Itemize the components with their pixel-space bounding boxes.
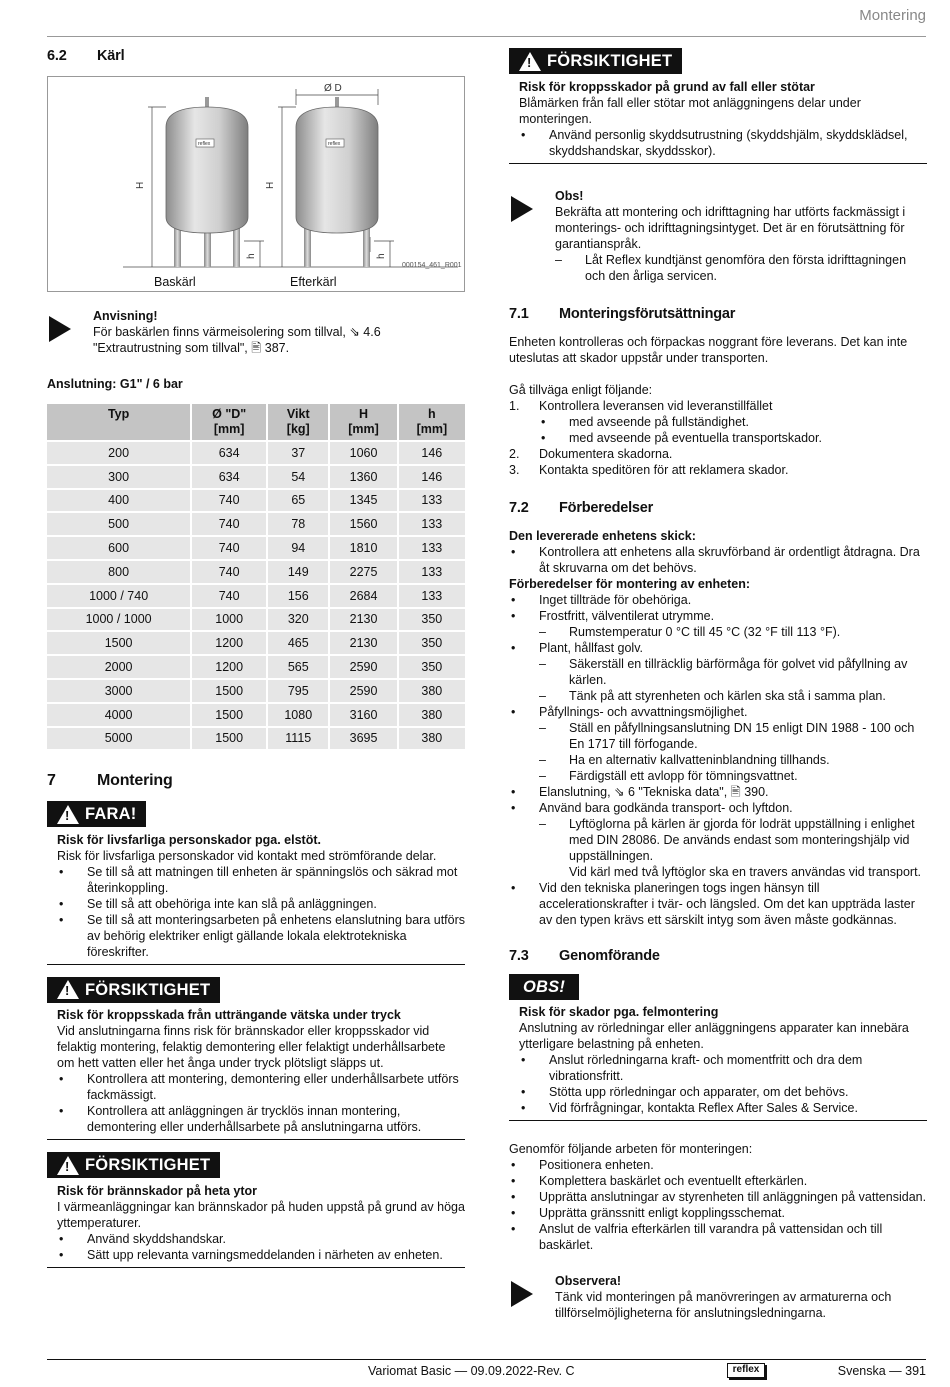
table-cell: 1000 xyxy=(192,609,266,631)
table-cell: 740 xyxy=(192,561,266,583)
table-cell: 2275 xyxy=(330,561,396,583)
section-7-1-heading xyxy=(509,306,927,322)
table-cell: 1000 / 740 xyxy=(47,585,190,607)
paragraph: Gå tillväga enligt följande: xyxy=(509,382,653,397)
section-number: 7.2 xyxy=(509,499,529,516)
table-row xyxy=(47,656,465,678)
list-item: – Säkerställ en tillräcklig bärförmåga för golvet vid påfyllning av kärlen. xyxy=(539,656,927,688)
list-item: • Påfyllnings- och avvattningsmöjlighet. – Ställ en påfyllningsanslutning DN 15 enligt DIN 1988 - 100 och En 1717 till förfogande. – Ha en alternativ kallvatteninblandning tillhands. – Färdigställ ett avlopp för tömningsvattnet. xyxy=(509,704,927,784)
table-cell: 133 xyxy=(399,561,465,583)
caution-badge: ! FÖRSIKTIGHET xyxy=(47,977,220,1003)
table-cell: 634 xyxy=(192,442,266,464)
note-title: Observera! xyxy=(555,1273,622,1288)
warning-text: Blåmärken från fall eller stötar mot anläggningens delar under monteringen. xyxy=(519,95,861,126)
warning-triangle-icon xyxy=(57,1156,79,1175)
table-header-cell: H [mm] xyxy=(330,404,396,440)
warning-title: Risk för brännskador på heta ytor xyxy=(57,1183,258,1198)
table-cell: 133 xyxy=(399,537,465,559)
section-number: 6.2 xyxy=(47,48,67,64)
vessel-figure xyxy=(47,76,465,292)
table-row xyxy=(47,561,465,583)
section-7-2-heading xyxy=(509,500,927,516)
table-cell: 1500 xyxy=(192,728,266,750)
page-header-title: Montering xyxy=(859,7,926,24)
paragraph: Genomför följande arbeten för monteringen: xyxy=(509,1141,753,1156)
table-cell: 2590 xyxy=(330,656,396,678)
section-number: 7.1 xyxy=(509,305,529,322)
table-cell: 1115 xyxy=(268,728,328,750)
list-item: • Se till så att obehöriga inte kan slå på anläggningen. xyxy=(57,896,465,912)
table-row xyxy=(47,442,465,464)
list-item: • Vid den tekniska planeringen togs ingen hänsyn till accelerationskrafter i tvär- och längsled. Om det kan uppträda laster av den typen krävs ett särskilt intyg som även måste godkännas. xyxy=(509,880,927,928)
table-cell: 500 xyxy=(47,513,190,535)
warning-caution-pressure xyxy=(47,977,465,1141)
list-item-continuation: Vid kärl med två lyftöglor ska en travers användas vid transport. xyxy=(569,864,922,879)
vessel-spec-table xyxy=(45,402,467,751)
table-cell: 565 xyxy=(268,656,328,678)
leg-height-label-base: h xyxy=(246,253,257,259)
table-cell: 800 xyxy=(47,561,190,583)
table-row xyxy=(47,466,465,488)
section-number: 7 xyxy=(47,772,56,790)
table-cell: 1360 xyxy=(330,466,396,488)
list-item: – Rumstemperatur 0 °C till 45 °C (32 °F till 113 °F). xyxy=(539,624,927,640)
warning-caution-fall xyxy=(509,48,927,164)
paragraph: Enheten kontrolleras och förpackas noggrant före leverans. Det kan inte uteslutas att skador uppstår under transporten. xyxy=(509,334,908,365)
table-cell: 146 xyxy=(399,442,465,464)
list-item: • Kontrollera att montering, demontering eller underhållsarbete utförs fackmässigt. xyxy=(57,1071,465,1103)
warning-text: I värmeanläggningar kan brännskador på huden uppstå på grund av höga yttemperaturer. xyxy=(57,1199,465,1230)
reflex-logo: reflex xyxy=(727,1363,765,1378)
section-title: Förberedelser xyxy=(559,499,654,516)
table-cell: 133 xyxy=(399,490,465,512)
table-row xyxy=(47,728,465,750)
list-item: • Plant, hållfast golv. – Säkerställ en tillräcklig bärförmåga för golvet vid påfyllning av kärlen. – Tänk på att styrenheten och kärlen ska stå i samma plan. xyxy=(509,640,927,704)
table-cell: 740 xyxy=(192,490,266,512)
table-row xyxy=(47,513,465,535)
table-cell: 146 xyxy=(399,466,465,488)
list-item: • med avseende på eventuella transportskador. xyxy=(539,430,927,446)
list-item: • Stötta upp rörledningar och apparater, om det behövs. xyxy=(519,1084,927,1100)
table-row xyxy=(47,609,465,631)
section-number: 7.3 xyxy=(509,947,529,964)
section-title: Montering xyxy=(97,772,173,790)
warning-title: Risk för livsfarliga personskador pga. elstöt. xyxy=(57,832,321,847)
list-item: • Anslut rörledningarna kraft- och momentfritt och dra dem vibrationsfritt. xyxy=(519,1052,927,1084)
note-insulation xyxy=(47,308,465,356)
work-list xyxy=(509,1157,927,1253)
section-7-3-heading xyxy=(509,948,927,964)
table-cell: 1345 xyxy=(330,490,396,512)
table-header-cell: Vikt [kg] xyxy=(268,404,328,440)
table-cell: 600 xyxy=(47,537,190,559)
leg-height-label-secondary: h xyxy=(376,253,387,259)
list-item: – Färdigställ ett avlopp för tömningsvattnet. xyxy=(539,768,927,784)
warning-text: Vid anslutningarna finns risk för brännskador eller kroppsskador vid felaktig montering, felaktig demontering eller felaktigt underhållsarbete om hett vatten eller het ånga under tryck plötsligt släpps ut. xyxy=(57,1024,446,1071)
table-cell: 740 xyxy=(192,513,266,535)
table-cell: 1080 xyxy=(268,704,328,726)
connection-heading: Anslutning: G1" / 6 bar xyxy=(47,377,183,391)
list-item: • Sätt upp relevanta varningsmeddelanden i närheten av enheten. xyxy=(57,1247,465,1263)
height-label-base: H xyxy=(135,181,146,189)
list-item: • Vid förfrågningar, kontakta Reflex After Sales & Service. xyxy=(519,1100,927,1116)
header-divider xyxy=(47,36,926,37)
list-item: • Använd personlig skyddsutrustning (skyddshjälm, skyddsklädsel, skyddshandskar, skyddsskor). xyxy=(519,127,927,159)
tank-logo-base: reflex xyxy=(198,141,211,147)
list-item: • Upprätta anslutningar av styrenheten till anläggningen på vattensidan. xyxy=(509,1189,927,1205)
table-cell: 156 xyxy=(268,585,328,607)
list-item: • Kontrollera att anläggningen är trycklös innan montering, demontering eller underhållsarbete på anslutningarna utförs. xyxy=(57,1103,465,1135)
list-item: 2. Dokumentera skadorna. xyxy=(509,446,673,461)
table-cell: 740 xyxy=(192,537,266,559)
list-item: • Använd skyddshandskar. xyxy=(57,1231,465,1247)
table-cell: 2684 xyxy=(330,585,396,607)
table-row xyxy=(47,490,465,512)
list-item: – Ha en alternativ kallvatteninblandning tillhands. xyxy=(539,752,927,768)
danger-badge: ! FARA! xyxy=(47,801,146,827)
table-header-cell: Ø "D" [mm] xyxy=(192,404,266,440)
list-item: • Frostfritt, välventilerat utrymme. – Rumstemperatur 0 °C till 45 °C (32 °F till 113 °F). xyxy=(509,608,927,640)
table-cell: 37 xyxy=(268,442,328,464)
table-cell: 300 xyxy=(47,466,190,488)
table-cell: 54 xyxy=(268,466,328,488)
tank-logo-secondary: reflex xyxy=(328,141,341,147)
table-cell: 795 xyxy=(268,680,328,702)
steps-list xyxy=(509,398,927,478)
section-title: Genomförande xyxy=(559,947,660,964)
note-text: För baskärlen finns värmeisolering som tillval, ⇘ 4.6 "Extrautrustning som tillval", 🖹 387. xyxy=(93,325,381,355)
footer-document-info: Variomat Basic — 09.09.2022-Rev. C xyxy=(368,1364,575,1378)
note-arrow-icon xyxy=(509,188,555,284)
warning-triangle-icon xyxy=(57,805,79,824)
subheading: Den levererade enhetens skick: xyxy=(509,528,696,543)
table-cell: 65 xyxy=(268,490,328,512)
preparation-list xyxy=(509,592,927,928)
right-column xyxy=(509,48,927,1321)
warning-triangle-icon xyxy=(57,980,79,999)
table-cell: 1200 xyxy=(192,632,266,654)
table-cell: 465 xyxy=(268,632,328,654)
table-cell: 1060 xyxy=(330,442,396,464)
vessel-drawing xyxy=(48,77,466,293)
note-warranty xyxy=(509,188,927,284)
table-cell: 200 xyxy=(47,442,190,464)
figure-code: 000154_461_R001 xyxy=(402,262,462,269)
height-label-secondary: H xyxy=(265,181,276,189)
left-column xyxy=(47,48,465,1268)
list-item: • Elanslutning, ⇘ 6 "Tekniska data", 🖹 390. xyxy=(509,784,927,800)
list-item: • med avseende på fullständighet. xyxy=(539,414,927,430)
list-item: • Kontrollera att enhetens alla skruvförband är ordentligt åtdragna. Dra åt skruvarna om det behövs. xyxy=(509,544,927,576)
warning-text: Anslutning av rörledningar eller anläggningens apparater kan innebära ytterligare belastning på enheten. xyxy=(519,1020,909,1051)
list-item: – Ställ en påfyllningsanslutning DN 15 enligt DIN 1988 - 100 och En 1717 till förfogande. xyxy=(539,720,927,752)
list-item: • Upprätta gränssnitt enligt kopplingsschemat. xyxy=(509,1205,927,1221)
table-cell: 350 xyxy=(399,656,465,678)
list-item: • Använd bara godkända transport- och lyftdon. – Lyftöglorna på kärlen är gjorda för lodrät uppställning i enlighet med DIN 28086. De används endast som monteringshjälp vid uppställningen. Vid kärl med två lyftöglor ska en travers användas vid transport. xyxy=(509,800,927,880)
table-cell: 133 xyxy=(399,585,465,607)
base-vessel-drawing xyxy=(166,97,248,267)
table-cell: 2590 xyxy=(330,680,396,702)
subheading: Förberedelser för montering av enheten: xyxy=(509,576,751,591)
note-arrow-icon xyxy=(509,1273,555,1321)
table-cell: 400 xyxy=(47,490,190,512)
table-cell: 320 xyxy=(268,609,328,631)
list-item: 3. Kontakta speditören för att reklamera skador. xyxy=(509,462,789,477)
warning-title: Risk för skador pga. felmontering xyxy=(519,1004,719,1019)
caution-badge: ! FÖRSIKTIGHET xyxy=(509,48,682,74)
table-cell: 3160 xyxy=(330,704,396,726)
list-item: – Lyftöglorna på kärlen är gjorda för lodrät uppställning i enlighet med DIN 28086. De används endast som monteringshjälp vid uppställningen. xyxy=(539,816,927,864)
table-row xyxy=(47,704,465,726)
table-cell: 2130 xyxy=(330,632,396,654)
table-cell: 3695 xyxy=(330,728,396,750)
table-cell: 94 xyxy=(268,537,328,559)
table-cell: 5000 xyxy=(47,728,190,750)
warning-caution-hot xyxy=(47,1152,465,1268)
table-cell: 2000 xyxy=(47,656,190,678)
warning-title: Risk för kroppsskada från utträngande vätska under tryck xyxy=(57,1008,401,1023)
table-cell: 350 xyxy=(399,632,465,654)
caption-secondary-vessel: Efterkärl xyxy=(290,275,337,289)
table-cell: 133 xyxy=(399,513,465,535)
table-row xyxy=(47,680,465,702)
note-text: Bekräfta att montering och idrifttagning har utförts fackmässigt i monterings- och idrifttagningsintyget. Det är en förutsättning för garantianspråk. xyxy=(555,204,906,251)
table-cell: 380 xyxy=(399,728,465,750)
warning-danger-electric xyxy=(47,801,465,965)
section-title: Monteringsförutsättningar xyxy=(559,305,736,322)
list-item: • Se till så att matningen till enheten är spänningslös och säkrad mot återinkoppling. xyxy=(57,864,465,896)
list-item: • Se till så att monteringsarbeten på enhetens elanslutning bara utförs av behörig elektriker enligt gällande lokala elektrotekniska föreskrifter. xyxy=(57,912,465,960)
warning-notice-mounting xyxy=(509,974,927,1121)
list-item: – Låt Reflex kundtjänst genomföra den första idrifttagningen och den årliga servicen. xyxy=(555,252,927,284)
list-item: • Positionera enheten. xyxy=(509,1157,927,1173)
footer-page-info: Svenska — 391 xyxy=(837,1364,926,1378)
table-row xyxy=(47,537,465,559)
table-cell: 740 xyxy=(192,585,266,607)
table-cell: 3000 xyxy=(47,680,190,702)
table-cell: 1560 xyxy=(330,513,396,535)
table-cell: 1000 / 1000 xyxy=(47,609,190,631)
caution-badge: ! FÖRSIKTIGHET xyxy=(47,1152,220,1178)
table-cell: 4000 xyxy=(47,704,190,726)
section-6-2-heading xyxy=(47,48,465,64)
table-cell: 380 xyxy=(399,680,465,702)
table-cell: 380 xyxy=(399,704,465,726)
notice-badge: OBS! xyxy=(509,974,579,1000)
table-cell: 350 xyxy=(399,609,465,631)
footer-divider xyxy=(47,1359,926,1360)
note-title: Obs! xyxy=(555,188,584,203)
table-cell: 1500 xyxy=(47,632,190,654)
table-cell: 1810 xyxy=(330,537,396,559)
secondary-vessel-drawing xyxy=(296,97,378,267)
table-cell: 1500 xyxy=(192,680,266,702)
table-cell: 1200 xyxy=(192,656,266,678)
list-item: 1. Kontrollera leveransen vid leveranstillfället • med avseende på fullständighet. • med avseende på eventuella transportskador. xyxy=(509,398,927,446)
table-cell: 2130 xyxy=(330,609,396,631)
table-cell: 149 xyxy=(268,561,328,583)
table-cell: 634 xyxy=(192,466,266,488)
warning-text: Risk för livsfarliga personskador vid kontakt med strömförande delar. xyxy=(57,848,437,863)
list-item: • Komplettera baskärlet och eventuellt efterkärlen. xyxy=(509,1173,927,1189)
note-title: Anvisning! xyxy=(93,309,158,323)
list-item: – Tänk på att styrenheten och kärlen ska stå i samma plan. xyxy=(539,688,927,704)
warning-title: Risk för kroppsskador på grund av fall eller stötar xyxy=(519,79,815,94)
table-cell: 78 xyxy=(268,513,328,535)
section-7-heading xyxy=(47,773,465,789)
list-item: • Inget tillträde för obehöriga. xyxy=(509,592,927,608)
note-observe xyxy=(509,1273,927,1321)
caption-base-vessel: Baskärl xyxy=(154,275,196,289)
diameter-label: Ø D xyxy=(324,83,342,94)
table-row xyxy=(47,585,465,607)
note-text: Tänk vid monteringen på manövreringen av armaturerna och tillförselmöjligheterna för anslutningsledningarna. xyxy=(555,1289,892,1320)
table-header-cell: Typ xyxy=(47,404,190,440)
table-row xyxy=(47,632,465,654)
table-cell: 1500 xyxy=(192,704,266,726)
note-arrow-icon xyxy=(47,308,93,356)
list-item: • Anslut de valfria efterkärlen till varandra på vattensidan och till baskärlet. xyxy=(509,1221,927,1253)
warning-triangle-icon xyxy=(519,52,541,71)
table-header-cell: h [mm] xyxy=(399,404,465,440)
section-title: Kärl xyxy=(97,48,125,64)
